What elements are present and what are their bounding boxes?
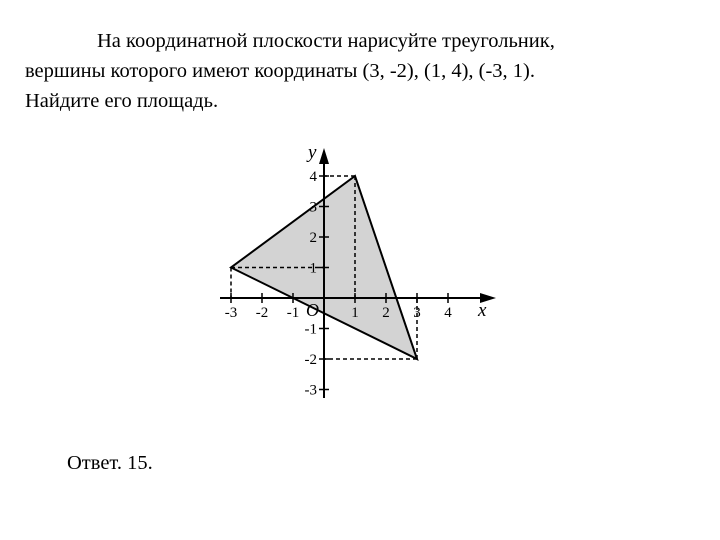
y-tick-label-2: 2 (309, 230, 317, 246)
y-tick-label--3: -3 (304, 382, 317, 399)
problem-line-1: На координатной плоскости нарисуйте треугольник, (97, 30, 555, 52)
x-tick-label--1: -1 (286, 305, 300, 321)
answer-text: Ответ. 15. (67, 452, 153, 474)
x-tick-label-3: 3 (413, 305, 421, 321)
y-tick-label-3: 3 (309, 199, 317, 216)
problem-line-2: вершины которого имеют координаты (3, -2), (1, 4), (-3, 1). (25, 60, 535, 82)
y-tick-label--1: -1 (304, 321, 317, 338)
x-axis-label: x (478, 300, 487, 321)
x-tick-label--2: -2 (255, 305, 269, 321)
x-tick-label-4: 4 (444, 305, 452, 321)
x-tick-label-2: 2 (382, 305, 390, 321)
origin-label: O (306, 300, 319, 320)
y-tick-label-1: 1 (309, 260, 317, 277)
y-axis-arrow (319, 148, 329, 164)
y-axis-label: y (308, 142, 317, 163)
y-tick-label--2: -2 (304, 352, 317, 368)
problem-line-3: Найдите его площадь. (25, 90, 219, 112)
y-tick-label-4: 4 (309, 169, 317, 185)
x-tick-label-1: 1 (351, 305, 359, 321)
x-tick-label--3: -3 (224, 305, 238, 321)
